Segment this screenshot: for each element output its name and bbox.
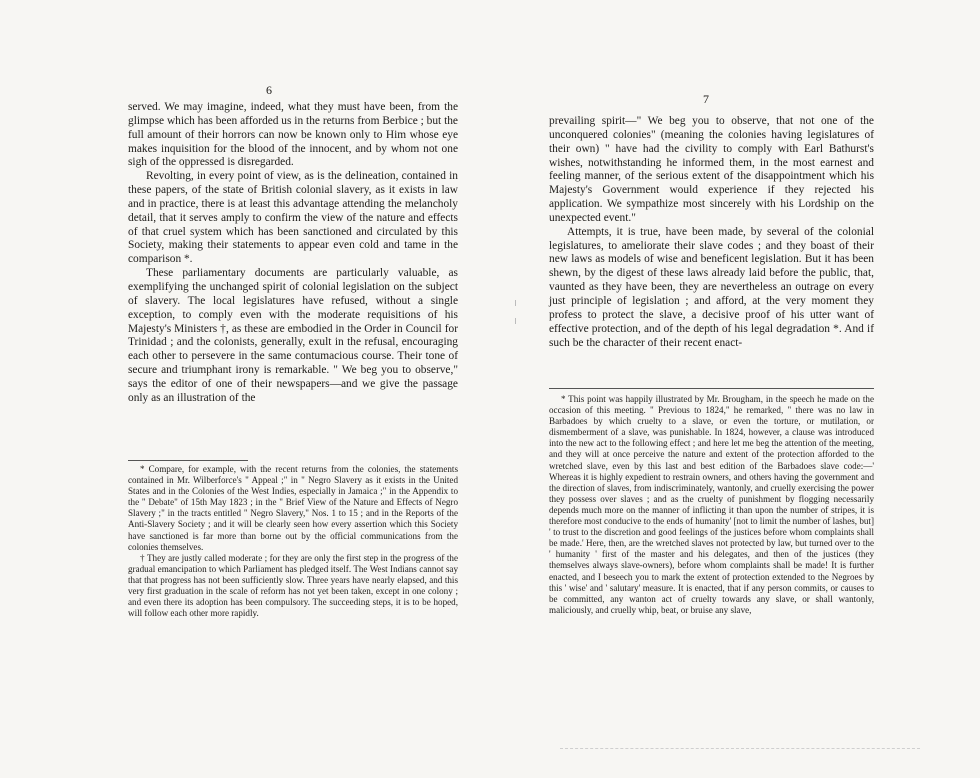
left-paragraph-3: These parliamentary documents are particularly valuable, as exemplifying the unchanged spirit of colonial legislation on the subject of slavery. The local legislatures have refused, without a single exception, to comply even with the moderate requisitions of his Majesty's Ministers †, as these are embodied in the Order in Council for Trinidad ; and the colonists, generally, exult in the refusal, encouraging each other to persevere in the same contumacious course. Their tone of secure and triumphant irony is remarkable. " We beg you to observe," says the editor of one of their newspapers—and we give the passage only as an illustration of the	[128, 267, 458, 404]
gutter-speck	[515, 300, 516, 306]
right-footnotes	[549, 394, 874, 616]
left-paragraph-2: Revolting, in every point of view, as is the delineation, contained in these papers, of the state of British colonial slavery, as it exists in law and in practice, there is at least this advantage attending the melancholy detail, that it serves amply to confirm the view of the nature and effects of that cruel system which has been sanctioned and circulated by this Society, making their statements to appear even cold and tame in the comparison *.	[128, 170, 458, 266]
right-footnote-rule	[549, 388, 874, 389]
left-footnotes	[128, 464, 458, 619]
right-body-text	[549, 115, 874, 350]
page-number-right: 7	[703, 92, 709, 106]
right-paragraph-1: prevailing spirit—" We beg you to observe, that not one of the unconquered colonies" (meaning the colonies having legislatures of their own) " have had the civility to comply with Earl Bathurst's wishes, notwithstanding he informed them, in the most earnest and feeling manner, of the serious extent of the disappointment which his Majesty's Government would experience if they rejected his application. We sympathize most sincerely with his Lordship on the unexpected event."	[549, 115, 874, 224]
right-footnote-1: * This point was happily illustrated by Mr. Brougham, in the speech he made on the occasion of this meeting. " Previous to 1824," he remarked, " there was no law in Barbadoes by which cruelty to a slave, or even the torture, or mutilation, or dismemberment of a slave, was punishable. In 1824, however, a clause was introduced into the new act to the following effect ; and here let me beg the attention of the meeting, and they will at once perceive the nature and extent of the protection afforded to the wretched slave, even by this last and best edition of the Barbadoes slave code:—' Whereas it is highly expedient to restrain owners, and others having the government and the direction of slaves, from indiscriminately, wantonly, and cruelly exercising the power they possess over slaves ; and as the cruelty of punishment by flogging necessarily depends much more on the manner of inflicting it than upon the number of stripes, it is therefore most conducive to the ends of humanity' [not to limit the number of lashes, but] ' to trust to the discretion and good feelings of the justices before whom complaints shall be made.' Here, then, are the wretched slaves not protected by law, but turned over to the ' humanity ' first of the master and his delegates, and then of the justices (they themselves always slave-owners), before whom complaints shall be made! It is further enacted, and I beseech you to mark the extent of protection extended to the Negroes by this ' wise' and ' salutary' measure. It is enacted, that if any person commits, or causes to be committed, any wanton act of cruelty towards any slave, or shall wantonly, maliciously, and cruelly whip, beat, or bruise any slave,	[549, 394, 874, 615]
left-body-text	[128, 101, 458, 406]
page-number-left: 6	[266, 83, 272, 97]
scan-artifact	[560, 748, 920, 750]
left-footnote-2: † They are justly called moderate ; for they are only the first step in the progress of the gradual emancipation to which Parliament has pledged itself. The West Indians cannot say that that progress has not been sufficiently slow. Three years have nearly elapsed, and this very first graduation in the scale of reform has not yet been taken, except in one colony ; and even there its adoption has been compulsory. The succeeding steps, it is to be hoped, will follow each other more rapidly.	[128, 552, 458, 619]
left-footnote-rule	[128, 460, 248, 461]
left-paragraph-1: served. We may imagine, indeed, what they must have been, from the glimpse which has been afforded us in the returns from Berbice ; but the full amount of their horrors can now be known only to Him whose eye makes inquisition for the blood of the innocent, and by whom not one sigh of the oppressed is disregarded.	[128, 101, 458, 169]
gutter-speck	[515, 318, 516, 324]
right-paragraph-2: Attempts, it is true, have been made, by several of the colonial legislatures, to ameliorate their slave codes ; and they boast of their new laws as models of wise and beneficent legislation. But it has been shewn, by the digest of these laws already laid before the public, that, vaunted as they have been, they are nevertheless an outrage on every just principle of legislation ; and afford, at the very moment they profess to protect the slave, a decisive proof of his utter want of effective protection, and of the depth of his legal degradation *. And if such be the character of their recent enact-	[549, 225, 874, 349]
left-footnote-1: * Compare, for example, with the recent returns from the colonies, the statements contained in Mr. Wilberforce's " Appeal ;" in " Negro Slavery as it exists in the United States and in the Colonies of the West Indies, especially in Jamaica ;" in the Appendix to the " Debate" of 15th May 1823 ; in the " Brief View of the Nature and Effects of Negro Slavery ;" in the tracts entitled " Negro Slavery," Nos. 1 to 15 ; and in the Reports of the Anti-Slavery Society ; and it will be clearly seen how every assertion which this Society have sanctioned is far more than borne out by the official communications from the colonies themselves.	[128, 464, 458, 552]
